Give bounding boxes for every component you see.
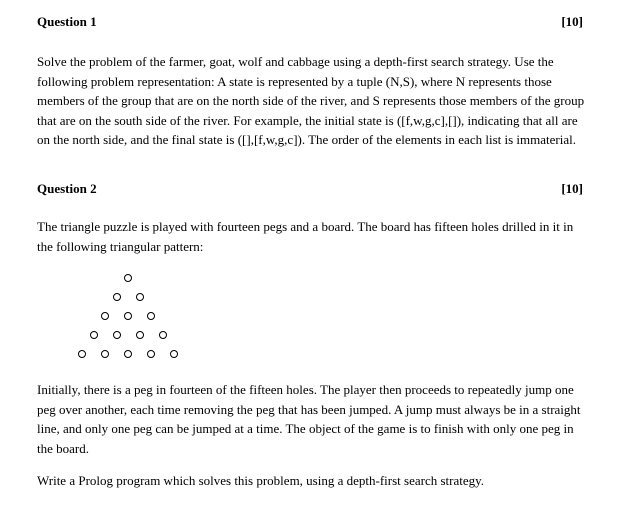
question-1-body: Solve the problem of the farmer, goat, wolf and cabbage using a depth-first search strategy. Use the following problem representation: A state is represented by a tuple (N,S), where N represents those members of the group that are on the north side of the river, and S represents those members of the group that are on the south side of the river. For example, the initial state is ([f,w,g,c],[]), indicating that all are on the north side, and the final state is ([],[f,w,g,c]). The order of the elements in each list is immaterial.: [37, 54, 585, 148]
question-2-marks: [10]: [561, 181, 583, 196]
peg-hole: [147, 350, 155, 358]
peg-hole: [136, 331, 144, 339]
question-1-header: [37, 14, 583, 32]
peg-hole: [147, 312, 155, 320]
peg-hole: [101, 312, 109, 320]
question-1-marks: [10]: [561, 14, 583, 29]
peg-hole: [124, 350, 132, 358]
peg-hole: [124, 274, 132, 282]
question-2-task: Write a Prolog program which solves this problem, using a depth-first search strategy.: [37, 473, 485, 488]
question-1-title: Question 1: [37, 14, 97, 29]
peg-hole: [78, 350, 86, 358]
peg-hole: [170, 350, 178, 358]
question-2-header: [37, 181, 583, 199]
peg-hole: [124, 312, 132, 320]
peg-hole: [159, 331, 167, 339]
question-2-title: Question 2: [37, 181, 97, 196]
peg-hole: [113, 293, 121, 301]
peg-hole: [101, 350, 109, 358]
question-2-rules: Initially, there is a peg in fourteen of the fifteen holes. The player then proceeds to repeatedly jump one peg over another, each time removing the peg that has been jumped. A jump must always be in a straight line, and only one peg can be jumped at a time. The object of the game is to finish with only one peg in the board.: [37, 382, 581, 456]
peg-hole: [136, 293, 144, 301]
question-2-intro: The triangle puzzle is played with fourteen pegs and a board. The board has fifteen holes drilled in it in the following triangular pattern:: [37, 219, 574, 254]
peg-hole: [113, 331, 121, 339]
peg-hole: [90, 331, 98, 339]
triangle-peg-board: [70, 270, 200, 362]
